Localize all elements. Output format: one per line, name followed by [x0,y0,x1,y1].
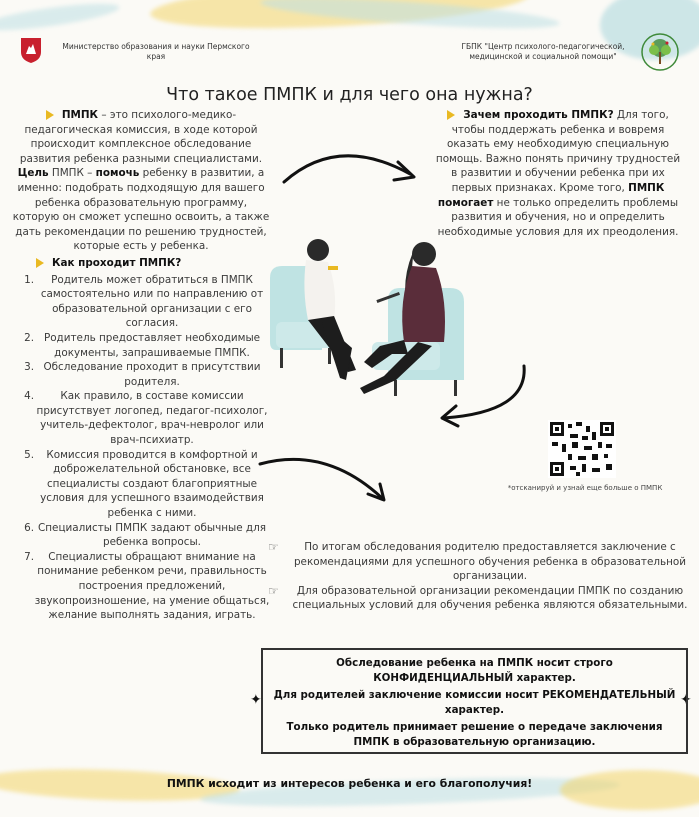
list-item: ☞ По итогам обследования родителю предоставляется заключение с рекомендациями для успешного обучения ребенка в образовательной организации. [268,540,687,583]
consultation-illustration [268,230,468,400]
results-section [268,540,688,613]
right-column [433,108,683,239]
list-item: 1. Родитель может обратиться в ПМПК самостоятельно или по направлению от образовательной организации с его согласия. [24,273,264,330]
list-item: 4. Как правило, в составе комиссии присутствует логопед, педагог-психолог, учитель-дефектолог, врач-невролог или врач-психиатр. [24,390,268,447]
list-item: 3. Обследование проходит в присутствии родителя. [24,361,261,388]
intro-paragraph: ПМПК – это психолого-медико-педагогическая комиссия, в ходе которой происходит комплексное обследование развития ребенка разными специалистами. [19,109,263,165]
left-column [12,108,270,623]
pointing-hand-icon: ☞ [268,540,279,554]
list-item: 5. Комиссия проводится в комфортной и доброжелательной обстановке, все специалисты создают благоприятные условия для успешного взаимодействия ребенка с ними. [24,448,264,520]
perm-krai-emblem-icon [20,36,42,64]
triangle-bullet-icon [46,110,54,120]
center-name: ГБПК "Центр психолого-педагогической, медицинской и социальной помощи" [461,42,625,61]
header [14,30,685,72]
goal-paragraph: Цель ПМПК – помочь ребенку в развитии, а именно: подобрать подходящую для вашего ребенка образовательную программу, которую он сможет успешно освоить, а также дать рекомендации по решению трудностей, которые есть у ребенка. [12,167,270,253]
list-item: ☞ Для образовательной организации рекомендации ПМПК по созданию специальных условий для обучения ребенка являются обязательными. [268,583,688,612]
how-heading: Как проходит ПМПК? [12,256,270,271]
qr-caption: *отсканируй и узнай еще больше о ПМПК [507,484,663,492]
page-title: Что такое ПМПК и для чего она нужна? [166,85,533,105]
list-item: 6. Специалисты ПМПК задают обычные для ребенка вопросы. [24,521,266,549]
why-paragraph: Зачем проходить ПМПК? Для того, чтобы поддержать ребенка и вовремя оказать ему необходимую специальную помощь. Важно понять причину трудностей в развитии и обучении ребенка при их первых признаках. Кроме того, ПМПК помогает не только определить проблемы развития и обучения, но и определить необходимые условия для их преодоления. [435,109,681,238]
sparkle-icon: ✦ [250,692,262,708]
important-notice-box [261,648,688,754]
sparkle-icon: ✦ [680,692,692,708]
qr-code[interactable] [548,420,616,478]
ministry-name: Министерство образования и науки Пермского края [62,42,250,61]
parent-decision-note: Только родитель принимает решение о передаче заключения ПМПК в образовательную организацию. [286,721,663,748]
footer-slogan: ПМПК исходит из интересов ребенка и его благополучия! [166,777,533,790]
list-item: 7. Специалисты обращают внимание на понимание ребенком речи, правильность построения предложений, звукопроизношение, на умение общаться, желание выполнять задания, играть. [24,550,270,622]
center-tree-logo-icon [639,32,681,72]
confidential-note: Обследование ребенка на ПМПК носит строго КОНФИДЕНЦИАЛЬНЫЙ характер. [336,657,613,684]
recommendation-note: Для родителей заключение комиссии носит РЕКОМЕНДАТЕЛЬНЫЙ характер. [273,689,676,716]
curved-arrow-icon [256,450,396,510]
triangle-bullet-icon [36,258,44,268]
list-item: 2. Родитель предоставляет необходимые документы, запрашиваемые ПМПК. [24,331,261,359]
steps-list [12,273,270,623]
pointing-hand-icon: ☞ [268,583,279,598]
triangle-bullet-icon [447,110,455,120]
curved-arrow-icon [278,140,428,200]
